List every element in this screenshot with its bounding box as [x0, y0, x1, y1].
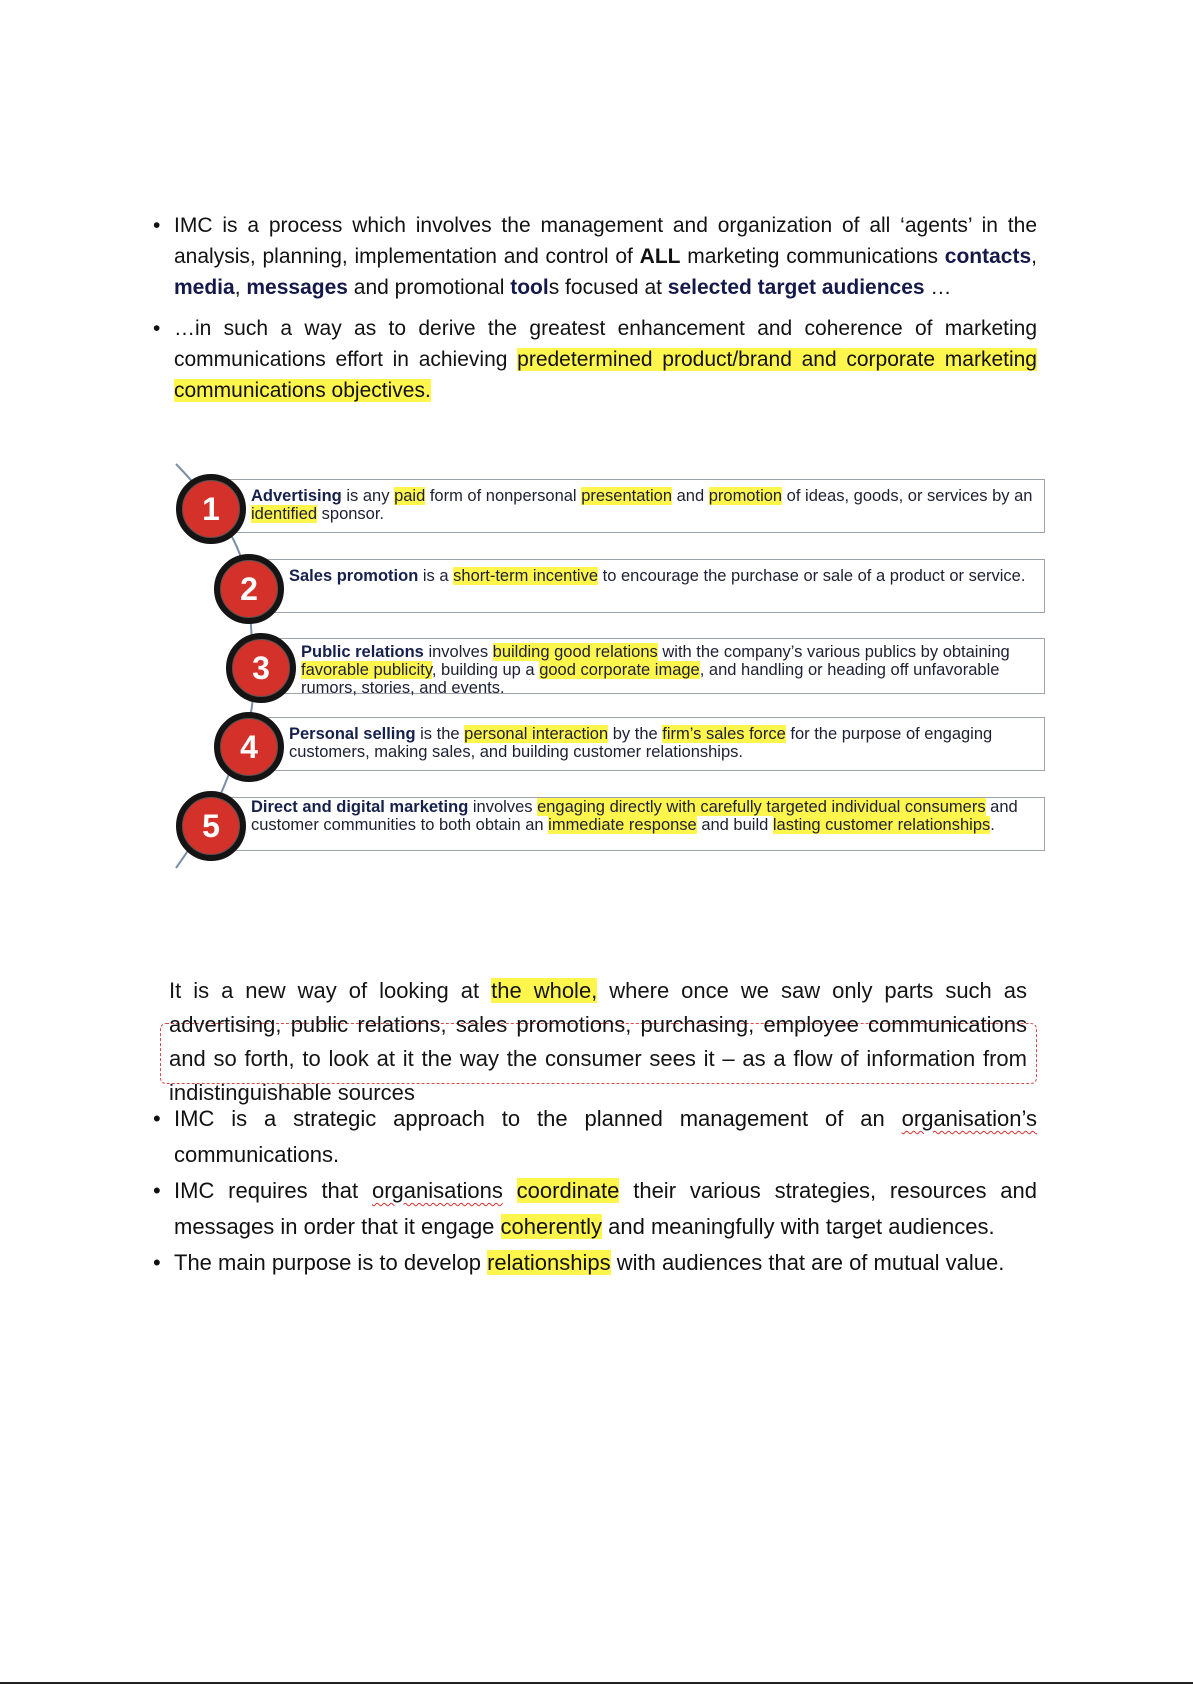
text: .	[990, 816, 995, 834]
tool-card-personal-selling	[266, 717, 1045, 771]
tool-term: Public relations	[301, 643, 424, 661]
text: is a	[418, 567, 454, 585]
text: , building up a	[431, 661, 540, 679]
highlighted-text: promotion	[708, 487, 783, 505]
tool-term: Sales promotion	[289, 567, 419, 585]
bullet-imc-purpose	[153, 313, 1037, 406]
text: ,	[1031, 245, 1037, 268]
text: …in such a way as to derive the greatest enhancement and coherence of marketing communications effort in achieving	[174, 317, 1037, 371]
text	[503, 1178, 517, 1203]
text: IMC requires that	[174, 1178, 372, 1203]
text: marketing communications	[680, 245, 945, 268]
bullet-imc-definition	[153, 210, 1037, 303]
text: to encourage the purchase or sale of a product or service.	[598, 567, 1026, 585]
highlighted-text: short-term incentive	[453, 567, 599, 585]
highlighted-text: lasting customer relationships	[772, 816, 991, 834]
text: IMC is a strategic approach to the planned management of an	[174, 1106, 902, 1131]
highlighted-text: immediate response	[548, 816, 697, 834]
highlighted-text: the whole,	[491, 978, 598, 1003]
highlighted-text: favorable publicity	[301, 661, 432, 679]
number-badge-3: 3	[226, 633, 296, 703]
text: is any	[341, 487, 395, 505]
text: , and handling or heading off unfavorable rumors, stories, and events.	[301, 661, 1000, 697]
text: sponsor.	[317, 505, 385, 523]
bullet-coordinate	[153, 1173, 1037, 1245]
number-badge-2: 2	[214, 554, 284, 624]
page-bottom-edge	[0, 1682, 1193, 1684]
bold-text: tool	[510, 276, 549, 299]
tool-term: Advertising	[251, 487, 342, 505]
text: with the company’s various publics by obtaining	[657, 643, 1010, 661]
text: …	[924, 276, 952, 299]
number-badge-1: 1	[176, 474, 246, 544]
promotion-mix-diagram	[170, 460, 1050, 880]
text: and promotional	[347, 276, 511, 299]
text: their various strategies, resources and messages in order that it engage	[174, 1178, 1037, 1239]
tool-card-public-relations	[280, 638, 1045, 697]
highlighted-text: identified	[251, 505, 318, 523]
text: of ideas, goods, or services by an	[782, 487, 1033, 505]
number-badge-4: 4	[214, 712, 284, 782]
text: and customer communities to both obtain an	[251, 798, 1018, 834]
text: and meaningfully with target audiences.	[602, 1214, 995, 1239]
text: is the	[415, 725, 465, 743]
text: form of nonpersonal	[425, 487, 582, 505]
bullet-strategic-approach	[153, 1101, 1037, 1173]
intro-bullets	[153, 210, 1037, 416]
bold-text: media	[174, 276, 235, 299]
text: involves	[423, 643, 493, 661]
bold-text: contacts	[944, 245, 1032, 268]
tool-card-sales-promotion	[266, 559, 1045, 613]
highlighted-text: presentation	[581, 487, 673, 505]
text: communications.	[174, 1142, 340, 1167]
highlighted-text: coordinate	[516, 1178, 620, 1203]
highlighted-text: predetermined product/brand and corporate marketing communications objectives.	[174, 348, 1037, 402]
tool-card-direct-digital-marketing	[228, 797, 1045, 851]
bold-text: selected target audiences	[667, 276, 925, 299]
tool-term: Direct and digital marketing	[251, 798, 469, 816]
text: IMC is a process which involves the management and organization of all ‘agents’ in the analysis, planning, implementation and control of	[174, 214, 1037, 268]
text: s focused at	[548, 276, 668, 299]
highlighted-text: coherently	[500, 1214, 603, 1239]
highlighted-text: personal interaction	[464, 725, 609, 743]
tool-card-advertising	[228, 479, 1045, 533]
highlighted-text: engaging directly with carefully targeted individual consumers	[537, 798, 986, 816]
highlighted-text: paid	[394, 487, 426, 505]
text: ,	[234, 276, 247, 299]
text: for the purpose of engaging customers, making sales, and building customer relationships.	[289, 725, 993, 761]
tool-term: Personal selling	[289, 725, 416, 743]
text: It is a new way of looking at	[169, 978, 492, 1003]
text: involves	[468, 798, 538, 816]
text: where once we saw only parts such as advertising, public relations, sales promotions, purchasing, employee communications and so forth, to look at it the way the consumer sees it – as a flow of information from indistinguishable sources	[169, 978, 1028, 1105]
text: and build	[696, 816, 773, 834]
highlighted-text: firm’s sales force	[662, 725, 786, 743]
quote-paragraph	[169, 974, 1027, 1110]
spellcheck-word: organisations	[371, 1178, 503, 1203]
highlighted-text: building good relations	[492, 643, 658, 661]
text: by the	[608, 725, 663, 743]
number-badge-5: 5	[176, 791, 246, 861]
text: and	[672, 487, 709, 505]
bullet-main-purpose	[153, 1245, 1037, 1281]
bold-text: ALL	[639, 245, 681, 268]
highlighted-text: relationships	[487, 1250, 611, 1275]
highlighted-text: good corporate image	[539, 661, 700, 679]
text: The main purpose is to develop	[174, 1250, 488, 1275]
bold-text: messages	[246, 276, 348, 299]
summary-bullets	[153, 1101, 1037, 1281]
spellcheck-word: organisation’s	[901, 1106, 1037, 1131]
text: with audiences that are of mutual value.	[610, 1250, 1005, 1275]
